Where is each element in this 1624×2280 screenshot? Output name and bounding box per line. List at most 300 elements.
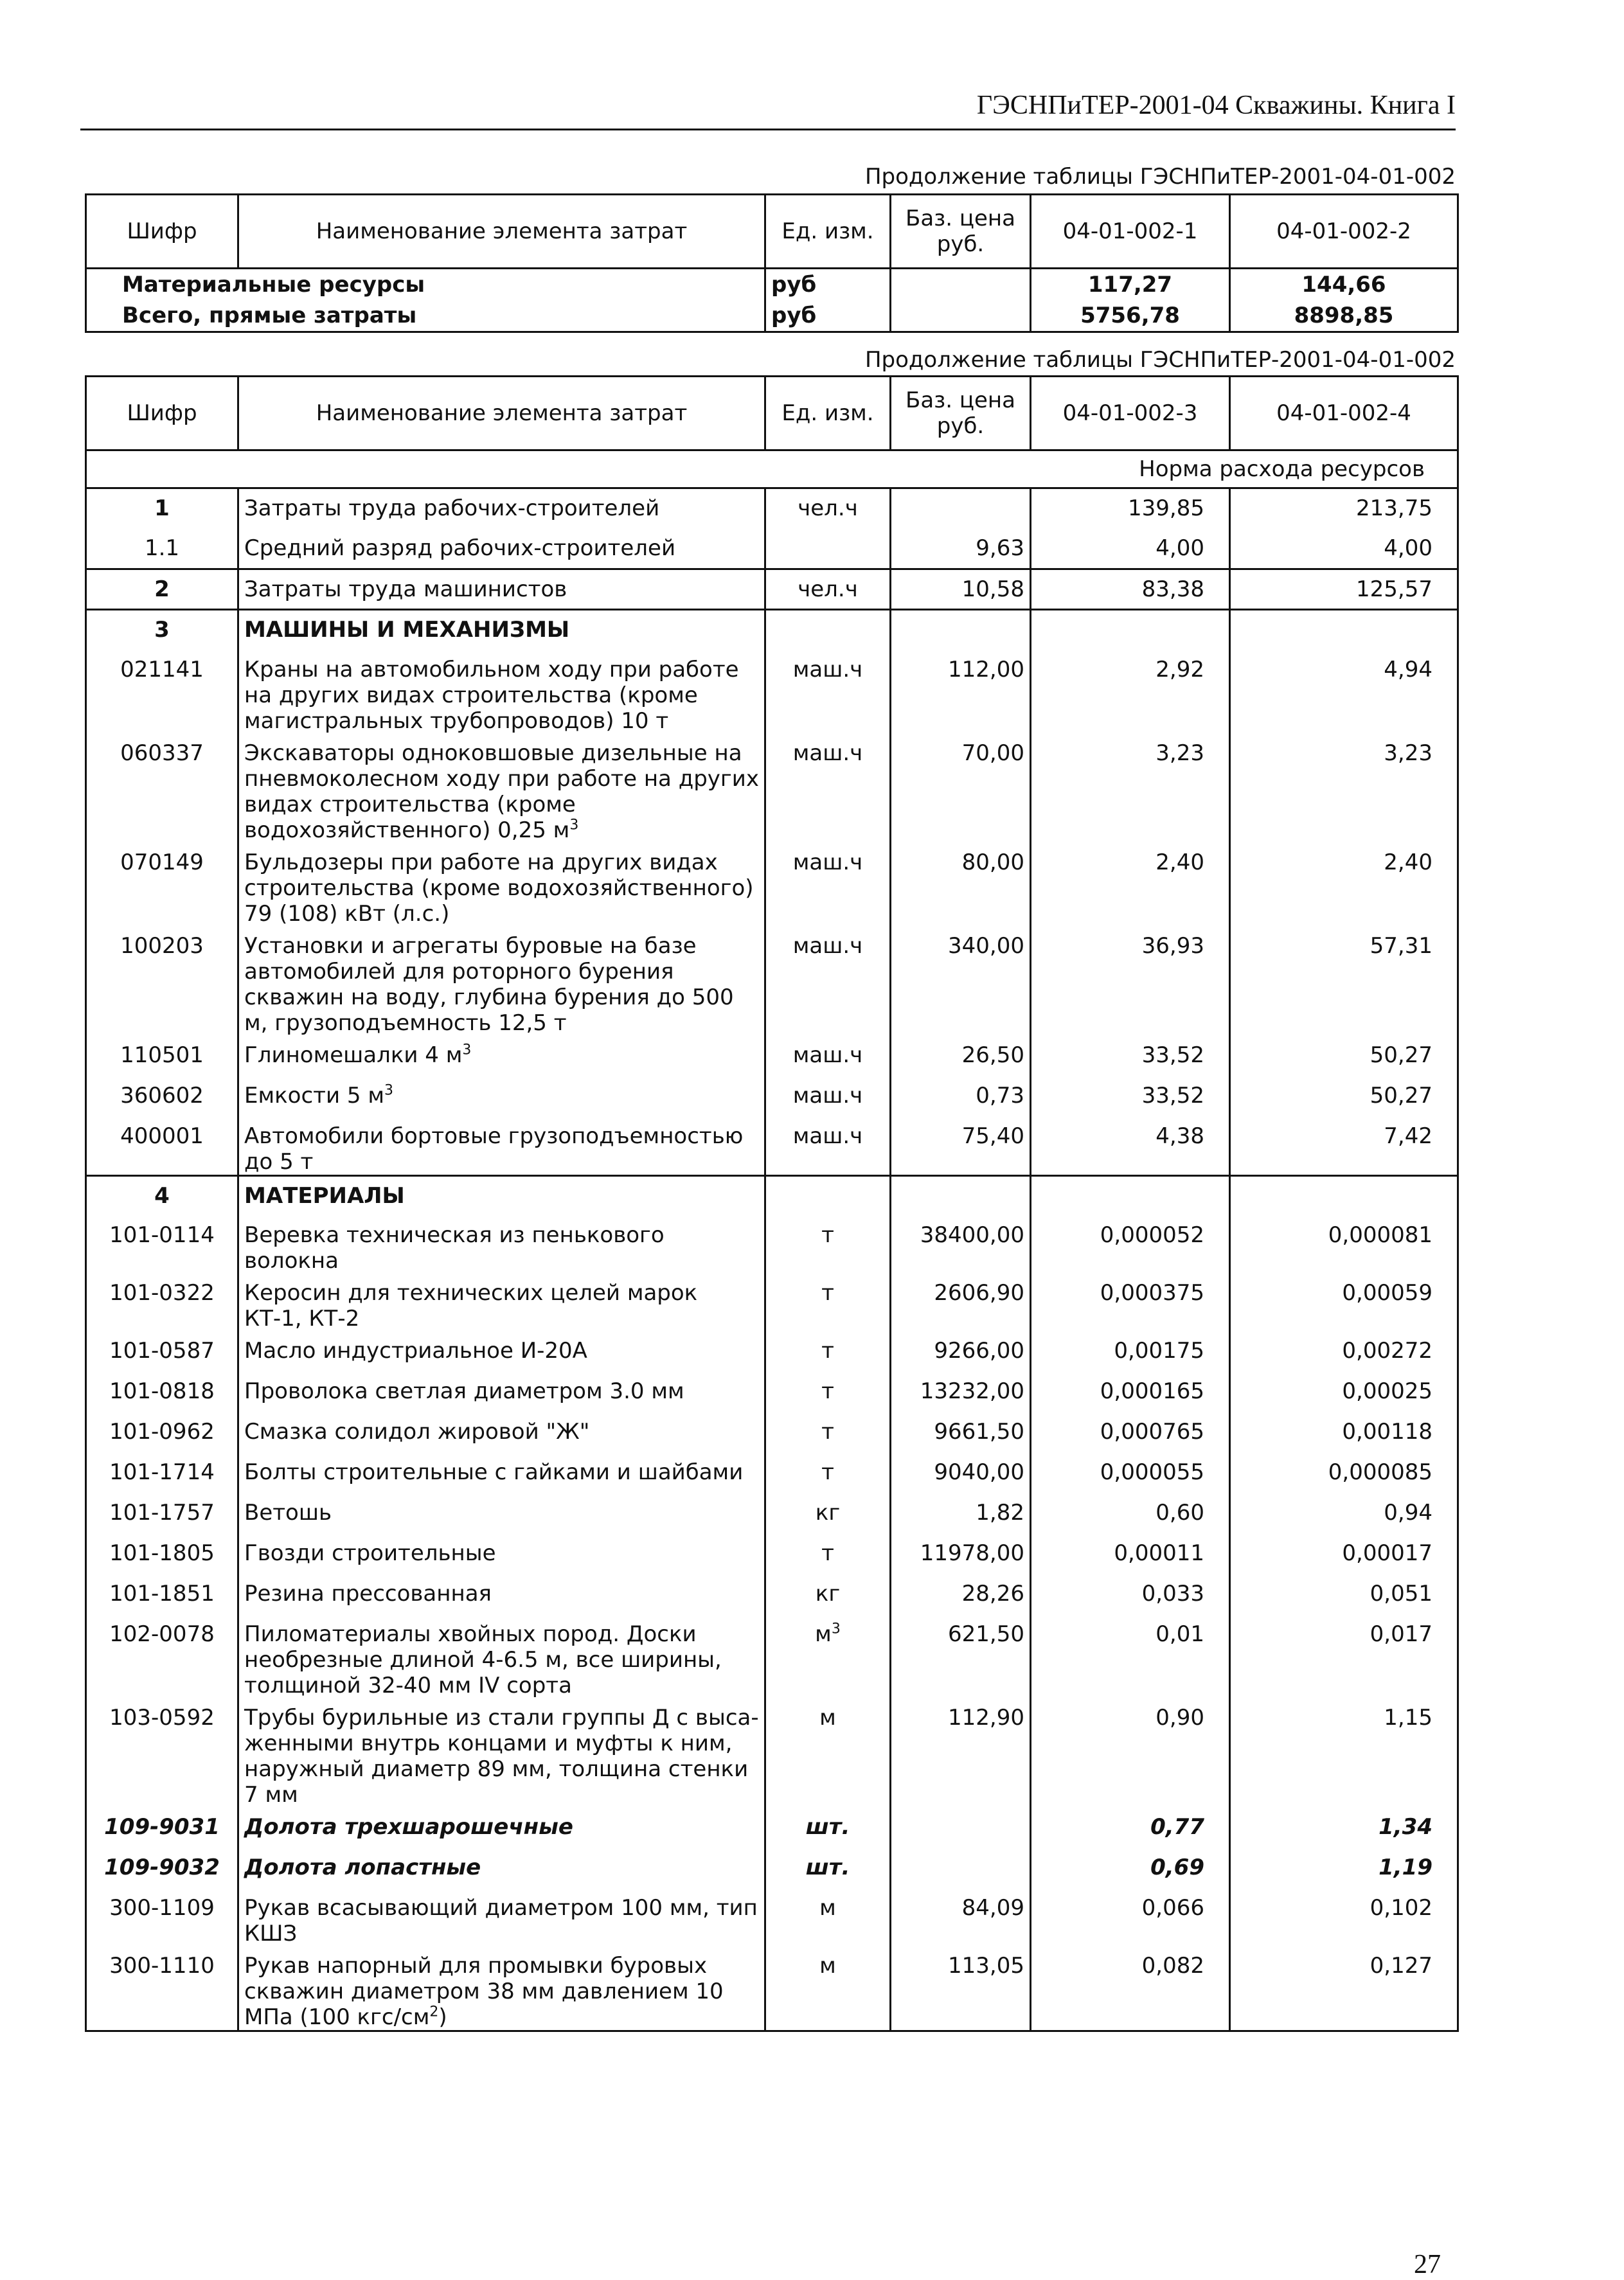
row-name-text: Керосин для технических целей марок КТ-1, КТ-2 [244, 1280, 698, 1331]
row-price [891, 1372, 1031, 1412]
row-v1 [1031, 927, 1230, 1036]
row-price-text: 113,05 [948, 1953, 1024, 1979]
row-unit [765, 1808, 891, 1848]
row-v1 [1031, 529, 1230, 569]
row-name [238, 1848, 765, 1889]
row-name-text: Проволока светлая диаметром 3.0 мм [244, 1378, 684, 1404]
table-row [86, 1848, 1458, 1889]
row-code [86, 1331, 238, 1372]
row-unit-text: т [821, 1378, 834, 1404]
table-row [86, 1453, 1458, 1493]
row-unit-text: м [819, 1705, 836, 1731]
table2-body [86, 488, 1458, 2031]
table-row [86, 1808, 1458, 1848]
row-price [891, 1076, 1031, 1117]
row-name [238, 1889, 765, 1946]
row-code-text: 109-9032 [104, 1855, 220, 1880]
row-v2-text: 50,27 [1370, 1042, 1432, 1068]
row-price [891, 1216, 1031, 1274]
row-v2 [1230, 1848, 1458, 1889]
row-v1-text: 0,01 [1156, 1621, 1204, 1647]
row-price [891, 529, 1031, 569]
row-v2 [1230, 927, 1458, 1036]
row-unit-text: шт. [805, 1814, 850, 1840]
row-code [86, 1036, 238, 1076]
row-name [238, 1493, 765, 1534]
col-header-v1: 04-01-002-3 [1031, 377, 1230, 450]
row-unit-text: м [815, 1621, 832, 1647]
row-price [891, 1808, 1031, 1848]
row-v2-text: 1,19 [1379, 1855, 1432, 1880]
row-v2-text: 0,000085 [1328, 1459, 1432, 1485]
row-unit-text: т [821, 1419, 834, 1445]
row-unit-text: т [821, 1222, 834, 1248]
col-header-price: Баз. цена руб. [891, 377, 1031, 450]
row-code [86, 1175, 238, 1216]
row-v1-text: 0,00011 [1114, 1540, 1204, 1566]
row-v2 [1230, 1036, 1458, 1076]
row-code-text: 101-0587 [109, 1338, 215, 1364]
row-v2-text: 0,000081 [1328, 1222, 1432, 1248]
row-name [238, 1274, 765, 1331]
row-code-text: 4 [154, 1182, 170, 1209]
superscript: 3 [831, 1621, 841, 1637]
row-v2-text: 213,75 [1356, 495, 1432, 521]
row-v1-text: 0,000765 [1100, 1419, 1204, 1445]
row-v2-text: 0,051 [1370, 1581, 1432, 1607]
superscript: 3 [384, 1082, 393, 1099]
row-price [891, 1698, 1031, 1808]
table-row [86, 488, 1458, 529]
row-name [238, 1698, 765, 1808]
norm-label: Норма расхода ресурсов [86, 450, 1458, 488]
row-v2 [1230, 1412, 1458, 1453]
row-name [238, 843, 765, 927]
row-v2-text: 0,00272 [1342, 1338, 1432, 1364]
row-price-text: 38400,00 [920, 1222, 1024, 1248]
row-name-text: Установки и агрегаты буровые на базе автомобилей для роторного бурения скважин на воду, глубина бурения до 500 м, грузоподъемность 12,5 т [244, 932, 734, 1036]
row-unit [765, 734, 891, 843]
row-price [891, 569, 1031, 610]
row-unit [765, 1076, 891, 1117]
row-name-text: Бульдозеры при работе на других видах строительства (кроме водохозяйственного) 79 (108) кВт (л.с.) [244, 849, 754, 927]
col-header-unit: Ед. изм. [765, 377, 891, 450]
table-row [86, 610, 1458, 650]
row-code [86, 1412, 238, 1453]
table-row [86, 927, 1458, 1036]
row-code [86, 1274, 238, 1331]
row-unit [765, 610, 891, 650]
table-row [86, 269, 1458, 301]
row-code-text: 3 [154, 617, 170, 643]
row-v2-text: 0,102 [1370, 1895, 1432, 1921]
row-name-text: Автомобили бортовые грузоподъемностью до 5 т [244, 1123, 744, 1175]
row-v2-text: 0,00059 [1342, 1280, 1432, 1306]
row-name [238, 650, 765, 734]
table-row [86, 1175, 1458, 1216]
row-price-text: 84,09 [961, 1895, 1024, 1921]
col-header-price: Баз. цена руб. [891, 195, 1031, 269]
row-price [891, 1889, 1031, 1946]
row-name-text: Экскаваторы одноковшовые дизельные на пневмоколесном ходу при работе на других видах строительства (кроме водохозяйственного) 0,25 м [244, 740, 759, 843]
row-v2 [1230, 488, 1458, 529]
row-name [238, 1808, 765, 1848]
row-name [238, 1453, 765, 1493]
row-v2 [1230, 1372, 1458, 1412]
row-v1 [1031, 569, 1230, 610]
superscript: 3 [462, 1042, 472, 1058]
row-code-text: 100203 [120, 932, 204, 959]
row-unit-text: чел.ч [798, 495, 858, 521]
row-unit-text: маш.ч [792, 849, 863, 875]
row-v1 [1031, 1534, 1230, 1574]
table-row [86, 1412, 1458, 1453]
row-price-text: 26,50 [961, 1042, 1024, 1068]
row-v2 [1230, 1698, 1458, 1808]
table-row [86, 1076, 1458, 1117]
col-header-code: Шифр [86, 377, 238, 450]
superscript: 2 [429, 2004, 439, 2020]
row-v2-text: 0,017 [1370, 1621, 1432, 1647]
row-v1 [1031, 1117, 1230, 1176]
row-code-text: 101-0114 [109, 1222, 215, 1248]
row-price-text: 9661,50 [934, 1419, 1024, 1445]
row-unit [765, 1698, 891, 1808]
table-row [86, 529, 1458, 569]
row-v1-text: 2,92 [1156, 656, 1204, 682]
row-unit [765, 1372, 891, 1412]
row-price [891, 1848, 1031, 1889]
row-v2-text: 0,94 [1384, 1500, 1432, 1526]
row-code [86, 1574, 238, 1615]
row-price-text: 80,00 [961, 849, 1024, 875]
row-name: Материальные ресурсы [86, 269, 765, 301]
col-header-v2: 04-01-002-2 [1230, 195, 1458, 269]
table-row [86, 1331, 1458, 1372]
row-price [891, 1574, 1031, 1615]
row-v1 [1031, 650, 1230, 734]
row-v1-text: 4,00 [1156, 535, 1204, 561]
table-row [86, 650, 1458, 734]
row-code-text: 103-0592 [109, 1705, 215, 1731]
row-v1-text: 3,23 [1156, 740, 1204, 766]
row-v2 [1230, 1889, 1458, 1946]
row-unit-text: т [821, 1280, 834, 1306]
row-code-text: 400001 [120, 1123, 204, 1149]
row-code [86, 1534, 238, 1574]
row-name-text: Затраты труда рабочих-строителей [244, 495, 660, 521]
row-code [86, 1848, 238, 1889]
row-name-text: Рукав всасывающий диаметром 100 мм, тип КШЗ [244, 1895, 758, 1946]
col-header-v1: 04-01-002-1 [1031, 195, 1230, 269]
row-v1-text: 0,066 [1141, 1895, 1204, 1921]
row-unit [765, 1412, 891, 1453]
page-header [80, 90, 1456, 130]
row-v2: 8898,85 [1294, 303, 1394, 328]
row-unit-text: м [819, 1953, 836, 1979]
row-v1-text: 0,000375 [1100, 1280, 1204, 1306]
row-price [891, 650, 1031, 734]
row-name [238, 569, 765, 610]
row-v1-text: 36,93 [1141, 932, 1204, 959]
row-unit: руб [765, 300, 891, 332]
row-v2-text: 1,15 [1384, 1705, 1432, 1731]
row-price [891, 300, 1031, 332]
row-v2-text: 4,94 [1384, 656, 1432, 682]
row-price [891, 1453, 1031, 1493]
row-v1 [1031, 1076, 1230, 1117]
row-price [891, 1274, 1031, 1331]
row-v1 [1031, 843, 1230, 927]
table-row [86, 843, 1458, 927]
row-v1-text: 0,00175 [1114, 1338, 1204, 1364]
row-v1 [1031, 1698, 1230, 1808]
row-price [891, 1331, 1031, 1372]
superscript: 3 [569, 817, 579, 833]
row-code [86, 488, 238, 529]
page-number: 27 [1414, 2250, 1441, 2279]
row-code [86, 1698, 238, 1808]
row-name [238, 1372, 765, 1412]
row-v1 [1031, 1372, 1230, 1412]
row-v1 [1031, 1808, 1230, 1848]
row-unit-text: маш.ч [792, 1042, 863, 1068]
row-unit [765, 843, 891, 927]
row-v2-text: 57,31 [1370, 932, 1432, 959]
row-v1 [1031, 1412, 1230, 1453]
table-row [86, 1036, 1458, 1076]
row-code-text: 101-1714 [109, 1459, 215, 1485]
row-unit [765, 1946, 891, 2031]
row-name-text: Ветошь [244, 1500, 332, 1526]
row-unit [765, 1574, 891, 1615]
row-code [86, 1615, 238, 1698]
row-unit-text: маш.ч [792, 656, 863, 682]
row-v1-text: 0,000052 [1100, 1222, 1204, 1248]
row-code [86, 1946, 238, 2031]
row-code-text: 360602 [120, 1082, 204, 1109]
row-name-text: МАТЕРИАЛЫ [244, 1182, 405, 1209]
row-price-text: 11978,00 [920, 1540, 1024, 1566]
row-code-text: 2 [154, 576, 170, 602]
col-header-unit: Ед. изм. [765, 195, 891, 269]
row-v2-text: 0,127 [1370, 1953, 1432, 1979]
row-price-text: 28,26 [961, 1581, 1024, 1607]
row-code [86, 927, 238, 1036]
row-v1 [1031, 1946, 1230, 2031]
row-v1-text: 33,52 [1141, 1042, 1204, 1068]
row-price [891, 1117, 1031, 1176]
row-v1 [1031, 1453, 1230, 1493]
row-unit [765, 569, 891, 610]
row-v2: 144,66 [1301, 272, 1386, 298]
row-unit-text: м [819, 1895, 836, 1921]
row-unit [765, 529, 891, 569]
row-v2-text: 7,42 [1384, 1123, 1432, 1149]
row-v1-text: 0,69 [1150, 1855, 1204, 1880]
row-price [891, 1534, 1031, 1574]
row-price [891, 843, 1031, 927]
row-price-text: 13232,00 [920, 1378, 1024, 1404]
row-unit-text: маш.ч [792, 932, 863, 959]
row-v2-text: 125,57 [1356, 576, 1432, 602]
row-v1-text: 83,38 [1141, 576, 1204, 602]
row-v1-text: 139,85 [1128, 495, 1204, 521]
row-unit-text: т [821, 1459, 834, 1485]
row-price-text: 2606,90 [934, 1280, 1024, 1306]
row-v2-text: 1,34 [1379, 1814, 1432, 1840]
row-code [86, 1216, 238, 1274]
row-price-text: 70,00 [961, 740, 1024, 766]
row-name [238, 1076, 765, 1117]
row-v2-text: 2,40 [1384, 849, 1432, 875]
row-name [238, 488, 765, 529]
row-price-text: 340,00 [948, 932, 1024, 959]
row-unit [765, 1534, 891, 1574]
row-code [86, 650, 238, 734]
row-v2 [1230, 1453, 1458, 1493]
row-name-text: Трубы бурильные из стали группы Д с выса-женными внутрь концами и муфты к ним, наружный диаметр 89 мм, толщина стенки 7 мм [244, 1705, 759, 1808]
row-v1-text: 0,90 [1156, 1705, 1204, 1731]
summary-table [85, 193, 1459, 333]
table-row [86, 1946, 1458, 2031]
col-header-v2: 04-01-002-4 [1230, 377, 1458, 450]
row-unit [765, 1216, 891, 1274]
row-code [86, 569, 238, 610]
row-v2-text: 0,00025 [1342, 1378, 1432, 1404]
header-title: ГЭСНПиТЕР-2001-04 Скважины. Книга I [976, 91, 1456, 120]
row-price-text: 112,00 [948, 656, 1024, 682]
row-name-text: Емкости 5 м [244, 1082, 384, 1109]
row-v1-text: 0,033 [1141, 1581, 1204, 1607]
row-name [238, 529, 765, 569]
row-v1-text: 0,082 [1141, 1953, 1204, 1979]
row-name [238, 1946, 765, 2031]
row-code-text: 060337 [120, 740, 204, 766]
row-v1 [1031, 1615, 1230, 1698]
row-v1 [1031, 1331, 1230, 1372]
row-v1-text: 33,52 [1141, 1082, 1204, 1109]
row-v2 [1230, 1175, 1458, 1216]
row-name-text: Долота лопастные [244, 1855, 481, 1880]
table-row [86, 300, 1458, 332]
row-unit-text: т [821, 1338, 834, 1364]
row-name: Всего, прямые затраты [86, 300, 765, 332]
row-code [86, 843, 238, 927]
row-code [86, 734, 238, 843]
row-v1-text: 0,77 [1150, 1814, 1204, 1840]
row-unit [765, 488, 891, 529]
row-name [238, 1331, 765, 1372]
row-code [86, 1493, 238, 1534]
row-unit-text: маш.ч [792, 740, 863, 766]
row-v2-text: 3,23 [1384, 740, 1432, 766]
row-v2 [1230, 1331, 1458, 1372]
row-code-text: 101-1851 [109, 1581, 215, 1607]
row-code-text: 101-1805 [109, 1540, 215, 1566]
row-v2 [1230, 1946, 1458, 2031]
row-v1-text: 0,000055 [1100, 1459, 1204, 1485]
row-price [891, 1946, 1031, 2031]
row-v1 [1031, 1848, 1230, 1889]
row-name [238, 1117, 765, 1176]
row-unit [765, 1493, 891, 1534]
row-v2 [1230, 1117, 1458, 1176]
row-v1-text: 4,38 [1156, 1123, 1204, 1149]
row-v1 [1031, 1493, 1230, 1534]
row-price [891, 927, 1031, 1036]
row-price-text: 1,82 [976, 1500, 1024, 1526]
table-row [86, 1493, 1458, 1534]
table2-header-row [86, 377, 1458, 450]
row-v2-text: 0,00017 [1342, 1540, 1432, 1566]
row-unit-text: шт. [805, 1855, 850, 1880]
row-v1-text: 2,40 [1156, 849, 1204, 875]
row-price-text: 9,63 [976, 535, 1024, 561]
row-v1-text: 0,60 [1156, 1500, 1204, 1526]
row-v2-text: 4,00 [1384, 535, 1432, 561]
row-price-text: 112,90 [948, 1705, 1024, 1731]
row-name [238, 1534, 765, 1574]
table-row [86, 1372, 1458, 1412]
row-code [86, 529, 238, 569]
name-suffix: ) [438, 2004, 447, 2030]
table-row [86, 1889, 1458, 1946]
table-row [86, 1615, 1458, 1698]
row-name [238, 1036, 765, 1076]
row-code-text: 300-1110 [109, 1953, 215, 1979]
row-name-text: Резина прессованная [244, 1581, 492, 1607]
row-price [891, 269, 1031, 301]
row-unit [765, 927, 891, 1036]
row-code-text: 101-0818 [109, 1378, 215, 1404]
row-name [238, 1615, 765, 1698]
row-v1: 5756,78 [1031, 300, 1230, 332]
row-name-text: Затраты труда машинистов [244, 576, 567, 602]
col-header-name: Наименование элемента затрат [238, 377, 765, 450]
row-name [238, 927, 765, 1036]
row-v2 [1230, 1615, 1458, 1698]
row-code-text: 1 [154, 495, 170, 521]
table-row [86, 1534, 1458, 1574]
row-code [86, 1453, 238, 1493]
row-price [891, 1175, 1031, 1216]
row-code-text: 021141 [120, 656, 204, 682]
row-v2 [1230, 650, 1458, 734]
row-name [238, 610, 765, 650]
row-v2 [1230, 843, 1458, 927]
table-row [86, 1117, 1458, 1176]
row-v2 [1230, 1216, 1458, 1274]
table1-header-row [86, 195, 1458, 269]
row-unit-text: кг [815, 1500, 841, 1526]
row-v2 [1230, 1274, 1458, 1331]
table2-caption: Продолжение таблицы ГЭСНПиТЕР-2001-04-01-002 [864, 347, 1456, 373]
row-name [238, 1175, 765, 1216]
row-price-text: 9040,00 [934, 1459, 1024, 1485]
table-row [86, 569, 1458, 610]
row-name-text: Глиномешалки 4 м [244, 1042, 463, 1068]
row-price [891, 1036, 1031, 1076]
row-v1 [1031, 1175, 1230, 1216]
row-v2 [1230, 1493, 1458, 1534]
row-v2 [1230, 529, 1458, 569]
table-row [86, 1574, 1458, 1615]
row-price [891, 1493, 1031, 1534]
row-code-text: 110501 [120, 1042, 204, 1068]
row-unit [765, 1036, 891, 1076]
row-name-text: Болты строительные с гайками и шайбами [244, 1459, 744, 1485]
